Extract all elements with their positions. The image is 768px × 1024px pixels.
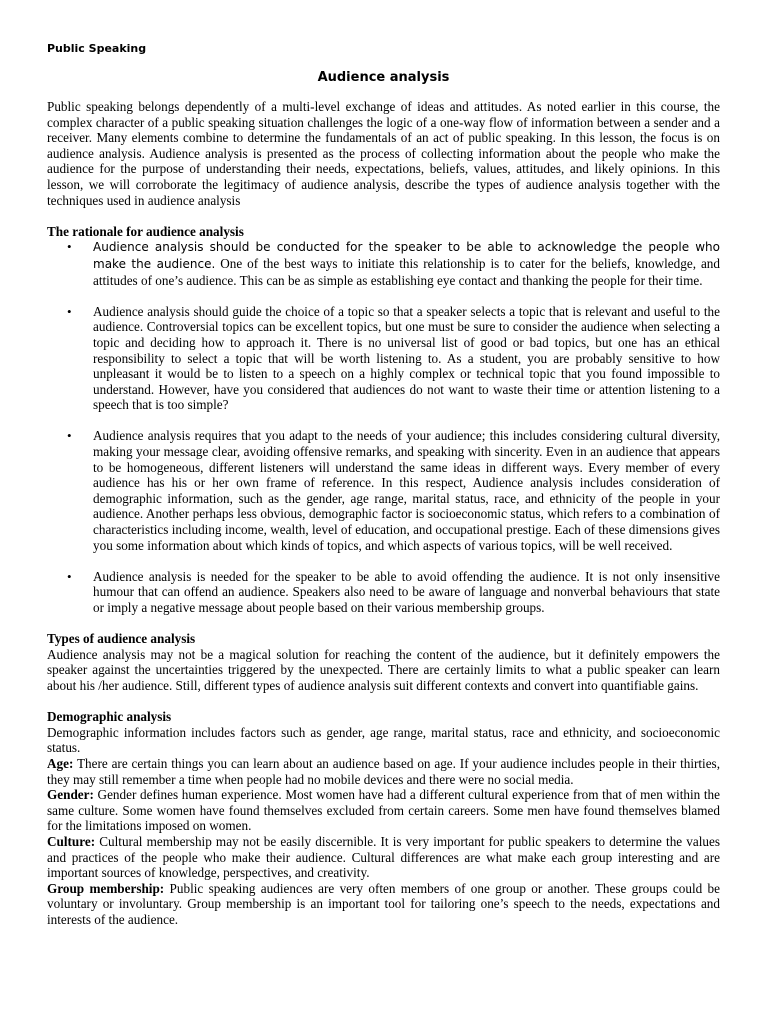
types-paragraph: Audience analysis may not be a magical solution for reaching the content of the audience, but it definitely empowers the speaker against the uncertainties triggered by the unexpected. There are certainly limits to what a public speaker can learn about his /her audience. Still, different types of audience analysis suit different contexts and convert into quantifiable gains. xyxy=(47,646,720,693)
spacer xyxy=(47,694,720,710)
entry-label: Culture: xyxy=(47,833,96,849)
spacer xyxy=(47,413,720,429)
entry-text: There are certain things you can learn about an audience based on age. If your audience includes people in their thirties, they may still remember a time when people had no mobile devices and there were no social media. xyxy=(47,755,720,787)
age-entry xyxy=(47,756,720,787)
entry-label: Age: xyxy=(47,755,74,771)
rationale-heading: The rationale for audience analysis xyxy=(47,223,244,239)
list-item-lead: Audience analysis should be conducted for the speaker to be able to acknowledge the people who make the audience. xyxy=(93,240,720,271)
list-item-text: One of the best ways to initiate this relationship is to cater for the beliefs, knowledge, and attitudes of one’s audience. This can be as simple as establishing eye contact and thanking the people for their time. xyxy=(93,255,720,288)
gender-entry xyxy=(47,787,720,834)
spacer xyxy=(47,553,720,569)
list-item-text: Audience analysis requires that you adapt to the needs of your audience; this includes considering cultural diversity, making your message clear, avoiding offensive remarks, and speaking with sincerity. Even in an audience that appears to be homogeneous, different listeners will understand the same ideas in different ways. Every member of every audience has his or her own frame of reference. In this respect, Audience analysis includes consideration of demographic information, such as the gender, age range, marital status, race, and ethnicity of the people in your audience. Another perhaps less obvious, demographic factor is socioeconomic status, which refers to a combination of characteristics including income, wealth, level of education, and occupational prestige. Each of these dimensions gives you some information about which kinds of topics, and which aspects of various topics, will be well received. xyxy=(93,428,720,553)
list-item-text: Audience analysis should guide the choice of a topic so that a speaker selects a topic that is relevant and useful to the audience. Controversial topics can be excellent topics, but one must be sure to consider the audience when selecting a topic and deciding how to approach it. There is no universal list of good or bad topics, but one has an ethical responsibility to select a topic that will be worth listening to. As a student, you are probably sensitive to how unpleasant it would be to listen to a speech on a highly complex or technical topic that you found impossible to understand. However, have you considered that audiences do not want to waste their time or attention listening to a speech that is too simple? xyxy=(93,303,720,413)
demographic-paragraph: Demographic information includes factors such as gender, age range, marital status, race and ethnicity, and socioeconomic status. xyxy=(47,724,720,756)
intro-paragraph: Public speaking belongs dependently of a multi-level exchange of ideas and attitudes. As noted earlier in this course, the complex character of a public speaking situation challenges the logic of a one-way flow of information between a sender and a receiver. Many elements combine to determine the fundamentals of an act of public speaking. In this lesson, the focus is on audience analysis. Audience analysis is presented as the process of collecting information about the people who make the audience for the purpose of understanding their needs, expectations, beliefs, values, attitudes, and likely opinions. In this lesson, we will corroborate the legitimacy of audience analysis, describe the types of audience analysis together with the techniques used in audience analysis xyxy=(47,99,720,208)
bullet-icon: • xyxy=(67,239,72,255)
spacer xyxy=(47,208,720,224)
document-header: Public Speaking xyxy=(47,42,147,55)
entry-label: Group membership: xyxy=(47,880,165,896)
entry-text: Gender defines human experience. Most women have had a different cultural experience from that of men within the same culture. Some women have found themselves excluded from certain careers. Some men have found themselves blamed for the limitations imposed on women. xyxy=(47,787,720,834)
list-item-text: Audience analysis is needed for the speaker to be able to avoid offending the audience. It is not only insensitive humour that can offend an audience. Speakers also need to be aware of language and nonverbal behaviours that state or imply a negative message about people based on their various membership groups. xyxy=(93,568,720,615)
list-item xyxy=(47,569,720,616)
demographic-heading: Demographic analysis xyxy=(47,709,172,725)
spacer xyxy=(47,616,720,632)
bullet-icon: • xyxy=(67,303,72,319)
document-page xyxy=(47,40,720,927)
list-item xyxy=(47,239,720,288)
list-item xyxy=(47,304,720,413)
types-heading: Types of audience analysis xyxy=(47,631,196,647)
document-title: Audience analysis xyxy=(317,70,450,85)
list-item xyxy=(47,428,720,553)
spacer xyxy=(47,288,720,304)
entry-text: Cultural membership may not be easily discernible. It is very important for public speakers to determine the values and practices of the people who make their audience. Cultural differences are what make each group interesting and are important sources of knowledge, perspectives, and creativity. xyxy=(47,833,720,881)
bullet-icon: • xyxy=(67,568,72,584)
rationale-list xyxy=(47,239,720,615)
group-membership-entry xyxy=(47,881,720,928)
bullet-icon: • xyxy=(67,428,72,444)
culture-entry xyxy=(47,834,720,881)
entry-text: Public speaking audiences are very often members of one group or another. These groups could be voluntary or involuntary. Group membership is an important tool for tailoring one’s speech to the needs, expectations and interests of the audience. xyxy=(47,880,720,927)
entry-label: Gender: xyxy=(47,787,94,803)
